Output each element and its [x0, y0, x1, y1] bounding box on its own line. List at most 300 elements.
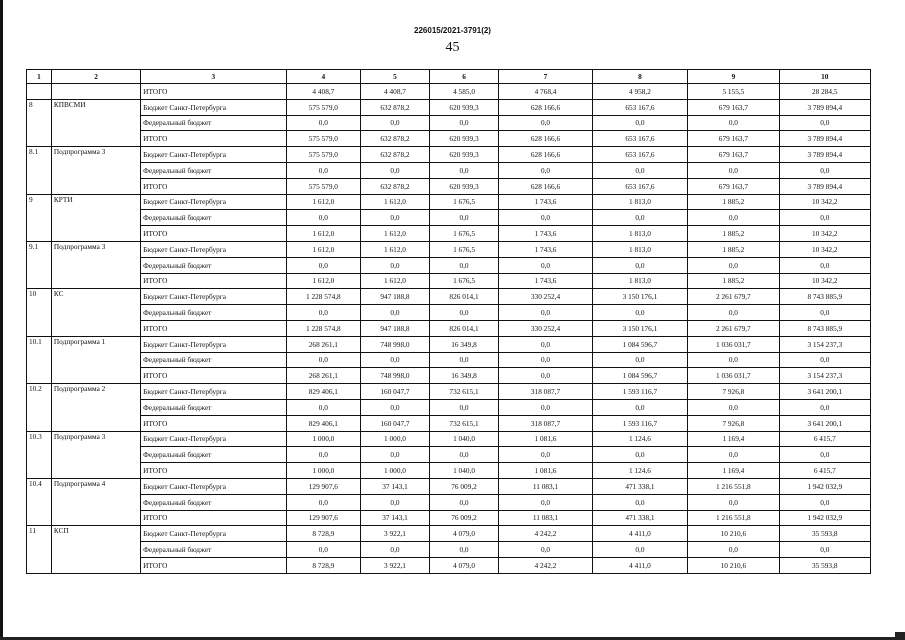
row-value-col-5: 0,0 — [361, 352, 430, 368]
row-value-col-8: 653 167,6 — [592, 131, 688, 147]
row-value-col-6: 0,0 — [429, 494, 499, 510]
row-value-col-6: 1 676,5 — [429, 241, 499, 257]
row-value-col-4: 0,0 — [286, 115, 361, 131]
scan-left-edge — [0, 0, 3, 640]
row-value-col-9: 10 210,6 — [688, 526, 779, 542]
row-funding-source: ИТОГО — [141, 178, 286, 194]
row-value-col-7: 0,0 — [499, 336, 592, 352]
row-value-col-10: 3 789 894,4 — [779, 147, 870, 163]
row-value-col-8: 3 150 176,1 — [592, 320, 688, 336]
row-value-col-10: 10 342,2 — [779, 273, 870, 289]
table-row — [27, 542, 871, 558]
row-value-col-9: 2 261 679,7 — [688, 289, 779, 305]
row-value-col-10: 1 942 032,9 — [779, 478, 870, 494]
row-value-col-6: 732 615,1 — [429, 415, 499, 431]
row-value-col-8: 1 084 596,7 — [592, 336, 688, 352]
row-value-col-9: 7 926,8 — [688, 415, 779, 431]
row-value-col-4: 0,0 — [286, 447, 361, 463]
row-value-col-10: 35 593,8 — [779, 557, 870, 573]
row-value-col-9: 5 155,5 — [688, 84, 779, 100]
row-index — [27, 84, 52, 100]
row-value-col-4: 268 261,1 — [286, 368, 361, 384]
row-value-col-6: 620 939,3 — [429, 147, 499, 163]
row-value-col-6: 620 939,3 — [429, 131, 499, 147]
row-value-col-7: 0,0 — [499, 494, 592, 510]
row-value-col-10: 0,0 — [779, 399, 870, 415]
row-value-col-9: 0,0 — [688, 162, 779, 178]
row-value-col-6: 620 939,3 — [429, 99, 499, 115]
row-value-col-10: 6 415,7 — [779, 463, 870, 479]
row-value-col-9: 0,0 — [688, 352, 779, 368]
row-funding-source: ИТОГО — [141, 510, 286, 526]
row-value-col-5: 1 000,0 — [361, 431, 430, 447]
row-value-col-8: 1 813,0 — [592, 273, 688, 289]
table-row — [27, 226, 871, 242]
row-value-col-9: 1 216 551,8 — [688, 510, 779, 526]
row-value-col-6: 1 040,0 — [429, 431, 499, 447]
row-value-col-6: 0,0 — [429, 399, 499, 415]
row-value-col-4: 1 612,0 — [286, 226, 361, 242]
row-value-col-7: 628 166,6 — [499, 147, 592, 163]
row-value-col-10: 35 593,8 — [779, 526, 870, 542]
row-value-col-9: 1 036 031,7 — [688, 336, 779, 352]
row-funding-source: Бюджет Санкт-Петербурга — [141, 336, 286, 352]
row-value-col-4: 575 579,0 — [286, 178, 361, 194]
row-funding-source: Федеральный бюджет — [141, 352, 286, 368]
row-value-col-8: 653 167,6 — [592, 147, 688, 163]
column-header-9: 9 — [688, 70, 779, 84]
table-row — [27, 510, 871, 526]
row-value-col-10: 6 415,7 — [779, 431, 870, 447]
row-funding-source: ИТОГО — [141, 273, 286, 289]
row-value-col-9: 1 036 031,7 — [688, 368, 779, 384]
row-value-col-10: 0,0 — [779, 494, 870, 510]
row-value-col-5: 1 612,0 — [361, 273, 430, 289]
row-value-col-10: 1 942 032,9 — [779, 510, 870, 526]
row-value-col-5: 632 878,2 — [361, 99, 430, 115]
row-value-col-7: 4 768,4 — [499, 84, 592, 100]
column-header-5: 5 — [361, 70, 430, 84]
row-value-col-10: 3 789 894,4 — [779, 99, 870, 115]
row-index: 10.3 — [27, 431, 52, 478]
column-header-8: 8 — [592, 70, 688, 84]
table-row — [27, 494, 871, 510]
row-value-col-9: 1 216 551,8 — [688, 478, 779, 494]
row-value-col-9: 0,0 — [688, 494, 779, 510]
row-funding-source: Бюджет Санкт-Петербурга — [141, 431, 286, 447]
row-value-col-6: 4 585,0 — [429, 84, 499, 100]
table-row — [27, 384, 871, 400]
row-funding-source: ИТОГО — [141, 320, 286, 336]
row-value-col-4: 0,0 — [286, 257, 361, 273]
table-row — [27, 84, 871, 100]
row-value-col-7: 11 083,1 — [499, 478, 592, 494]
row-value-col-9: 0,0 — [688, 210, 779, 226]
row-value-col-9: 1 885,2 — [688, 194, 779, 210]
row-value-col-8: 1 124,6 — [592, 431, 688, 447]
row-funding-source: Бюджет Санкт-Петербурга — [141, 241, 286, 257]
row-value-col-4: 1 612,0 — [286, 241, 361, 257]
row-value-col-5: 632 878,2 — [361, 178, 430, 194]
column-header-10: 10 — [779, 70, 870, 84]
row-value-col-10: 0,0 — [779, 305, 870, 321]
row-value-col-7: 0,0 — [499, 447, 592, 463]
row-value-col-8: 1 813,0 — [592, 226, 688, 242]
row-value-col-8: 0,0 — [592, 447, 688, 463]
row-value-col-9: 0,0 — [688, 257, 779, 273]
row-index: 11 — [27, 526, 52, 573]
column-header-row — [27, 70, 871, 84]
row-value-col-10: 10 342,2 — [779, 226, 870, 242]
row-value-col-4: 0,0 — [286, 162, 361, 178]
row-program-name — [51, 84, 140, 100]
row-value-col-5: 37 143,1 — [361, 510, 430, 526]
row-value-col-4: 1 228 574,8 — [286, 320, 361, 336]
row-value-col-6: 76 009,2 — [429, 478, 499, 494]
scan-corner-mark — [895, 632, 905, 640]
row-value-col-4: 0,0 — [286, 210, 361, 226]
row-value-col-9: 679 163,7 — [688, 99, 779, 115]
row-value-col-6: 0,0 — [429, 257, 499, 273]
row-value-col-7: 0,0 — [499, 542, 592, 558]
row-value-col-4: 8 728,9 — [286, 526, 361, 542]
row-value-col-5: 947 188,8 — [361, 320, 430, 336]
row-funding-source: Федеральный бюджет — [141, 257, 286, 273]
column-header-2: 2 — [51, 70, 140, 84]
row-value-col-6: 826 014,1 — [429, 289, 499, 305]
row-value-col-8: 4 958,2 — [592, 84, 688, 100]
row-value-col-5: 1 612,0 — [361, 194, 430, 210]
table-row — [27, 368, 871, 384]
row-value-col-9: 0,0 — [688, 305, 779, 321]
row-value-col-10: 28 284,5 — [779, 84, 870, 100]
row-program-name: Подпрограмма 1 — [51, 336, 140, 383]
row-value-col-7: 0,0 — [499, 210, 592, 226]
row-funding-source: Федеральный бюджет — [141, 210, 286, 226]
row-value-col-10: 0,0 — [779, 352, 870, 368]
row-value-col-10: 0,0 — [779, 115, 870, 131]
row-value-col-7: 4 242,2 — [499, 526, 592, 542]
table-row — [27, 210, 871, 226]
row-value-col-8: 653 167,6 — [592, 99, 688, 115]
row-value-col-6: 1 676,5 — [429, 194, 499, 210]
row-value-col-6: 0,0 — [429, 352, 499, 368]
row-value-col-9: 679 163,7 — [688, 131, 779, 147]
budget-table — [26, 69, 871, 574]
row-value-col-9: 1 885,2 — [688, 241, 779, 257]
row-value-col-9: 0,0 — [688, 447, 779, 463]
row-program-name: Подпрограмма 2 — [51, 384, 140, 431]
table-row — [27, 352, 871, 368]
row-value-col-8: 0,0 — [592, 399, 688, 415]
row-value-col-7: 0,0 — [499, 399, 592, 415]
row-index: 8.1 — [27, 147, 52, 194]
row-value-col-6: 0,0 — [429, 305, 499, 321]
row-value-col-7: 1 081,6 — [499, 431, 592, 447]
row-value-col-7: 628 166,6 — [499, 99, 592, 115]
row-program-name: Подпрограмма 3 — [51, 431, 140, 478]
row-value-col-8: 0,0 — [592, 352, 688, 368]
row-value-col-8: 471 338,1 — [592, 478, 688, 494]
row-value-col-4: 575 579,0 — [286, 131, 361, 147]
row-value-col-6: 0,0 — [429, 542, 499, 558]
row-value-col-10: 3 154 237,3 — [779, 336, 870, 352]
row-value-col-6: 16 349,8 — [429, 368, 499, 384]
table-row — [27, 194, 871, 210]
table-row — [27, 99, 871, 115]
row-value-col-5: 947 188,8 — [361, 289, 430, 305]
row-program-name: Подпрограмма 4 — [51, 478, 140, 525]
row-value-col-4: 129 907,6 — [286, 510, 361, 526]
row-value-col-6: 826 014,1 — [429, 320, 499, 336]
row-value-col-10: 8 743 885,9 — [779, 289, 870, 305]
row-funding-source: ИТОГО — [141, 415, 286, 431]
row-value-col-7: 0,0 — [499, 162, 592, 178]
row-value-col-10: 3 789 894,4 — [779, 131, 870, 147]
table-row — [27, 115, 871, 131]
row-value-col-5: 3 922,1 — [361, 526, 430, 542]
row-value-col-4: 4 408,7 — [286, 84, 361, 100]
row-value-col-5: 4 408,7 — [361, 84, 430, 100]
row-value-col-8: 1 813,0 — [592, 241, 688, 257]
row-value-col-8: 1 813,0 — [592, 194, 688, 210]
row-value-col-8: 1 084 596,7 — [592, 368, 688, 384]
row-value-col-6: 16 349,8 — [429, 336, 499, 352]
row-index: 9 — [27, 194, 52, 241]
row-value-col-7: 628 166,6 — [499, 178, 592, 194]
table-row — [27, 131, 871, 147]
row-value-col-4: 1 612,0 — [286, 194, 361, 210]
row-value-col-4: 8 728,9 — [286, 557, 361, 573]
row-value-col-8: 1 593 116,7 — [592, 384, 688, 400]
row-value-col-7: 318 087,7 — [499, 415, 592, 431]
table-row — [27, 257, 871, 273]
row-value-col-4: 575 579,0 — [286, 99, 361, 115]
row-funding-source: Бюджет Санкт-Петербурга — [141, 289, 286, 305]
row-value-col-9: 0,0 — [688, 542, 779, 558]
row-value-col-5: 0,0 — [361, 115, 430, 131]
row-value-col-9: 679 163,7 — [688, 147, 779, 163]
column-header-7: 7 — [499, 70, 592, 84]
column-header-6: 6 — [429, 70, 499, 84]
row-funding-source: Бюджет Санкт-Петербурга — [141, 478, 286, 494]
row-value-col-7: 0,0 — [499, 257, 592, 273]
row-value-col-8: 4 411,0 — [592, 557, 688, 573]
row-index: 10 — [27, 289, 52, 336]
row-program-name: КПВСМИ — [51, 99, 140, 146]
row-funding-source: ИТОГО — [141, 226, 286, 242]
row-funding-source: Бюджет Санкт-Петербурга — [141, 526, 286, 542]
table-row — [27, 305, 871, 321]
row-value-col-5: 160 047,7 — [361, 415, 430, 431]
row-value-col-5: 1 612,0 — [361, 226, 430, 242]
row-value-col-10: 0,0 — [779, 542, 870, 558]
row-value-col-8: 4 411,0 — [592, 526, 688, 542]
row-value-col-10: 10 342,2 — [779, 241, 870, 257]
row-funding-source: Федеральный бюджет — [141, 399, 286, 415]
row-value-col-9: 7 926,8 — [688, 384, 779, 400]
row-value-col-4: 1 000,0 — [286, 463, 361, 479]
row-value-col-7: 1 743,6 — [499, 194, 592, 210]
column-header-1: 1 — [27, 70, 52, 84]
row-value-col-10: 3 154 237,3 — [779, 368, 870, 384]
document-code: 226015/2021-3791(2) — [414, 26, 491, 35]
row-value-col-6: 1 040,0 — [429, 463, 499, 479]
row-value-col-10: 3 641 200,1 — [779, 415, 870, 431]
row-value-col-6: 0,0 — [429, 115, 499, 131]
row-value-col-5: 748 998,0 — [361, 336, 430, 352]
row-program-name: КРТИ — [51, 194, 140, 241]
row-value-col-9: 10 210,6 — [688, 557, 779, 573]
table-row — [27, 241, 871, 257]
table-row — [27, 273, 871, 289]
row-value-col-8: 0,0 — [592, 305, 688, 321]
row-value-col-6: 76 009,2 — [429, 510, 499, 526]
row-value-col-7: 4 242,2 — [499, 557, 592, 573]
row-value-col-8: 0,0 — [592, 115, 688, 131]
row-value-col-6: 4 079,0 — [429, 526, 499, 542]
row-value-col-7: 11 083,1 — [499, 510, 592, 526]
row-value-col-8: 3 150 176,1 — [592, 289, 688, 305]
row-value-col-5: 632 878,2 — [361, 131, 430, 147]
row-funding-source: Федеральный бюджет — [141, 542, 286, 558]
row-program-name: Подпрограмма 3 — [51, 147, 140, 194]
row-program-name: КСП — [51, 526, 140, 573]
row-value-col-4: 0,0 — [286, 542, 361, 558]
table-row — [27, 431, 871, 447]
row-funding-source: Федеральный бюджет — [141, 305, 286, 321]
row-value-col-9: 679 163,7 — [688, 178, 779, 194]
row-funding-source: ИТОГО — [141, 131, 286, 147]
row-funding-source: ИТОГО — [141, 84, 286, 100]
row-value-col-7: 1 743,6 — [499, 241, 592, 257]
row-value-col-7: 0,0 — [499, 305, 592, 321]
row-value-col-4: 0,0 — [286, 494, 361, 510]
row-value-col-5: 748 998,0 — [361, 368, 430, 384]
row-value-col-4: 1 000,0 — [286, 431, 361, 447]
row-value-col-9: 0,0 — [688, 115, 779, 131]
row-index: 8 — [27, 99, 52, 146]
row-value-col-5: 632 878,2 — [361, 147, 430, 163]
row-value-col-5: 0,0 — [361, 257, 430, 273]
row-funding-source: ИТОГО — [141, 557, 286, 573]
row-value-col-10: 0,0 — [779, 257, 870, 273]
row-value-col-5: 37 143,1 — [361, 478, 430, 494]
row-value-col-7: 318 087,7 — [499, 384, 592, 400]
row-value-col-7: 0,0 — [499, 368, 592, 384]
table-row — [27, 399, 871, 415]
row-funding-source: Федеральный бюджет — [141, 447, 286, 463]
row-value-col-7: 1 743,6 — [499, 273, 592, 289]
table-row — [27, 178, 871, 194]
table-row — [27, 147, 871, 163]
row-value-col-4: 129 907,6 — [286, 478, 361, 494]
row-value-col-8: 471 338,1 — [592, 510, 688, 526]
row-value-col-5: 0,0 — [361, 494, 430, 510]
row-funding-source: Бюджет Санкт-Петербурга — [141, 99, 286, 115]
row-value-col-5: 0,0 — [361, 210, 430, 226]
row-value-col-7: 1 743,6 — [499, 226, 592, 242]
row-value-col-8: 0,0 — [592, 162, 688, 178]
row-funding-source: ИТОГО — [141, 368, 286, 384]
row-value-col-8: 0,0 — [592, 542, 688, 558]
table-row — [27, 320, 871, 336]
row-value-col-9: 1 885,2 — [688, 226, 779, 242]
row-index: 10.2 — [27, 384, 52, 431]
row-value-col-10: 3 789 894,4 — [779, 178, 870, 194]
table-row — [27, 526, 871, 542]
row-value-col-4: 1 612,0 — [286, 273, 361, 289]
row-value-col-5: 1 612,0 — [361, 241, 430, 257]
row-funding-source: ИТОГО — [141, 463, 286, 479]
row-value-col-8: 0,0 — [592, 494, 688, 510]
column-header-4: 4 — [286, 70, 361, 84]
row-value-col-5: 0,0 — [361, 447, 430, 463]
row-value-col-6: 0,0 — [429, 447, 499, 463]
row-value-col-9: 2 261 679,7 — [688, 320, 779, 336]
row-value-col-6: 1 676,5 — [429, 226, 499, 242]
row-value-col-5: 0,0 — [361, 542, 430, 558]
row-value-col-5: 0,0 — [361, 399, 430, 415]
row-value-col-10: 0,0 — [779, 162, 870, 178]
row-program-name: КС — [51, 289, 140, 336]
row-value-col-7: 330 252,4 — [499, 289, 592, 305]
row-value-col-9: 1 169,4 — [688, 463, 779, 479]
row-value-col-7: 0,0 — [499, 115, 592, 131]
row-value-col-7: 1 081,6 — [499, 463, 592, 479]
table-row — [27, 478, 871, 494]
row-value-col-8: 1 593 116,7 — [592, 415, 688, 431]
row-value-col-4: 575 579,0 — [286, 147, 361, 163]
page-number: 45 — [445, 40, 460, 55]
row-value-col-10: 0,0 — [779, 447, 870, 463]
table-row — [27, 463, 871, 479]
row-value-col-8: 653 167,6 — [592, 178, 688, 194]
row-value-col-10: 8 743 885,9 — [779, 320, 870, 336]
table-row — [27, 557, 871, 573]
row-value-col-5: 0,0 — [361, 162, 430, 178]
row-value-col-4: 268 261,1 — [286, 336, 361, 352]
table-row — [27, 415, 871, 431]
row-value-col-6: 0,0 — [429, 210, 499, 226]
row-value-col-6: 1 676,5 — [429, 273, 499, 289]
row-value-col-4: 0,0 — [286, 352, 361, 368]
row-value-col-9: 1 169,4 — [688, 431, 779, 447]
row-value-col-10: 0,0 — [779, 210, 870, 226]
row-value-col-7: 0,0 — [499, 352, 592, 368]
row-value-col-5: 1 000,0 — [361, 463, 430, 479]
table-row — [27, 447, 871, 463]
row-value-col-6: 0,0 — [429, 162, 499, 178]
row-value-col-6: 620 939,3 — [429, 178, 499, 194]
row-index: 9.1 — [27, 241, 52, 288]
row-funding-source: Бюджет Санкт-Петербурга — [141, 147, 286, 163]
row-value-col-9: 0,0 — [688, 399, 779, 415]
row-value-col-10: 10 342,2 — [779, 194, 870, 210]
row-value-col-8: 0,0 — [592, 257, 688, 273]
row-funding-source: Федеральный бюджет — [141, 494, 286, 510]
row-program-name: Подпрограмма 3 — [51, 241, 140, 288]
row-funding-source: Федеральный бюджет — [141, 115, 286, 131]
row-value-col-5: 160 047,7 — [361, 384, 430, 400]
row-value-col-8: 1 124,6 — [592, 463, 688, 479]
row-value-col-4: 829 406,1 — [286, 384, 361, 400]
column-header-3: 3 — [141, 70, 286, 84]
row-value-col-8: 0,0 — [592, 210, 688, 226]
row-index: 10.4 — [27, 478, 52, 525]
row-index: 10.1 — [27, 336, 52, 383]
row-value-col-4: 829 406,1 — [286, 415, 361, 431]
